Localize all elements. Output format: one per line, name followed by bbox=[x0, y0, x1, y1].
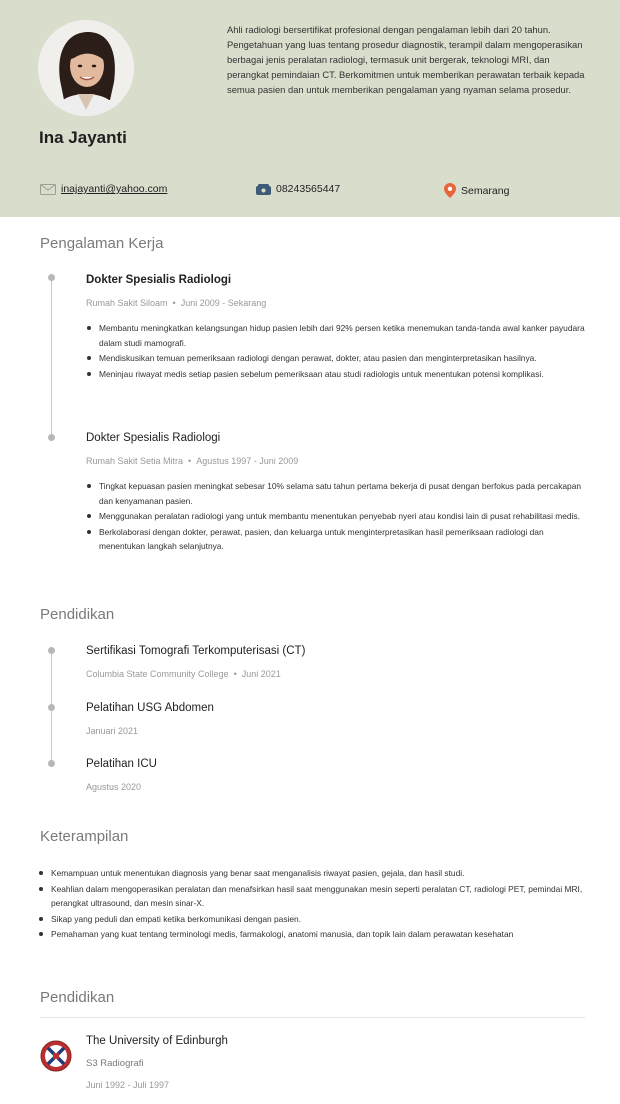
training-date: Agustus 2020 bbox=[86, 782, 142, 792]
email-link[interactable]: inajayanti@yahoo.com bbox=[61, 183, 168, 195]
list-item: Pemahaman yang kuat tentang terminologi medis, farmakologi, anatomi manusia, dan topik lain dalam perawatan kesehatan bbox=[38, 927, 588, 942]
section-title-experience: Pengalaman Kerja bbox=[40, 235, 164, 252]
job-dates: Agustus 1997 - Juni 2009 bbox=[196, 456, 299, 466]
job-dates: Juni 2009 - Sekarang bbox=[180, 298, 267, 308]
training-date: Januari 2021 bbox=[86, 726, 139, 736]
experience-timeline bbox=[51, 276, 52, 441]
list-item: Mendiskusikan temuan pemeriksaan radiologi dengan perawat, dokter, atau pasien dan menginterpretasikan hasilnya. bbox=[86, 351, 586, 366]
timeline-dot bbox=[48, 647, 55, 654]
profile-photo bbox=[38, 20, 134, 116]
training-item bbox=[86, 702, 566, 736]
timeline-dot bbox=[48, 434, 55, 441]
training-item bbox=[86, 758, 566, 792]
skills-list bbox=[38, 866, 588, 943]
training-item bbox=[86, 645, 566, 679]
contact-phone bbox=[256, 183, 340, 195]
education-dates: Juni 1992 - Juli 1997 bbox=[86, 1080, 170, 1090]
job-position: Dokter Spesialis Radiologi bbox=[86, 274, 232, 286]
training-org: Columbia State Community College bbox=[86, 669, 229, 679]
section-divider bbox=[40, 1017, 585, 1018]
list-item: Keahlian dalam mengoperasikan peralatan dan menafsirkan hasil saat menggunakan mesin seperti peralatan CT, radiologi PET, pemindai MRI, perangkat ultrasound, dan mesin sinar-X. bbox=[38, 882, 588, 911]
list-item: Meninjau riwayat medis setiap pasien sebelum pemeriksaan atau studi radiologis untuk menentukan potensi komplikasi. bbox=[86, 367, 586, 382]
job-bullets bbox=[86, 479, 586, 554]
job-entry bbox=[86, 274, 586, 382]
university-logo bbox=[40, 1040, 72, 1072]
list-item: Kemampuan untuk menentukan diagnosis yang benar saat menganalisis riwayat pasien, gejala, dan hasil studi. bbox=[38, 866, 588, 881]
section-title-education: Pendidikan bbox=[40, 989, 115, 1006]
location-text: Semarang bbox=[461, 184, 510, 197]
profile-summary: Ahli radiologi bersertifikat profesional dengan pengalaman lebih dari 20 tahun. Pengetahuan yang luas tentang prosedur diagnostik, terampil dalam mengoperasikan berbagai jenis peralatan radiologi, termasuk unit bergerak, teknologi MRI, dan perangkat pemindaian CT. Berkomitmen untuk memberikan perawatan terbaik kepada semua pasien dan untuk memberikan pengalaman yang nyaman selama prosedur. bbox=[227, 24, 585, 95]
profile-name: Ina Jayanti bbox=[39, 128, 127, 147]
job-bullets bbox=[86, 321, 586, 381]
list-item: Sikap yang peduli dan empati ketika berkomunikasi dengan pasien. bbox=[38, 912, 588, 927]
education-entry bbox=[86, 1035, 228, 1090]
training-title: Pelatihan ICU bbox=[86, 758, 157, 770]
training-title: Pelatihan USG Abdomen bbox=[86, 702, 214, 714]
list-item: Menggunakan peralatan radiologi yang untuk membantu menentukan penyebab nyeri atau kondisi lain di pusat rehabilitasi medis. bbox=[86, 509, 586, 524]
timeline-dot bbox=[48, 274, 55, 281]
job-position: Dokter Spesialis Radiologi bbox=[86, 432, 221, 444]
timeline-dot bbox=[48, 760, 55, 767]
phone-number: 08243565447 bbox=[276, 183, 341, 195]
job-company: Rumah Sakit Setia Mitra bbox=[86, 456, 184, 466]
envelope-icon bbox=[40, 184, 56, 195]
job-meta: Rumah Sakit Setia Mitra • Agustus 1997 - Juni 2009 bbox=[86, 456, 299, 466]
list-item: Membantu meningkatkan kelangsungan hidup pasien lebih dari 92% persen ketika menemukan tanda-tanda awal kanker payudara dalam studi mamografi. bbox=[86, 321, 586, 350]
university-crest-icon bbox=[40, 1040, 72, 1072]
list-item: Berkolaborasi dengan dokter, perawat, pasien, dan keluarga untuk menginterpretasikan hasil pemeriksaan radiologi dan menentukan langkah selanjutnya. bbox=[86, 525, 586, 554]
profile-header bbox=[0, 0, 620, 217]
job-entry bbox=[86, 432, 586, 555]
job-company: Rumah Sakit Siloam bbox=[86, 298, 168, 308]
phone-icon bbox=[256, 184, 271, 195]
training-title: Sertifikasi Tomografi Terkomputerisasi (CT) bbox=[86, 645, 306, 657]
university-name: The University of Edinburgh bbox=[86, 1035, 228, 1047]
contact-email[interactable] bbox=[40, 183, 167, 195]
list-item: Tingkat kepuasan pasien meningkat sebesar 10% selama satu tahun pertama bekerja di pusat dengan berfokus pada percakapan dan kenyamanan pasien. bbox=[86, 479, 586, 508]
job-meta: Rumah Sakit Siloam • Juni 2009 - Sekarang bbox=[86, 298, 267, 308]
timeline-dot bbox=[48, 704, 55, 711]
degree: S3 Radiografi bbox=[86, 1058, 144, 1069]
training-meta: Columbia State Community College • Juni 2021 bbox=[86, 669, 281, 679]
section-title-skills: Keterampilan bbox=[40, 828, 129, 845]
map-pin-icon bbox=[444, 183, 456, 198]
avatar bbox=[38, 20, 134, 116]
training-date: Juni 2021 bbox=[241, 669, 281, 679]
section-title-training: Pendidikan bbox=[40, 606, 115, 623]
contact-location bbox=[444, 183, 509, 198]
